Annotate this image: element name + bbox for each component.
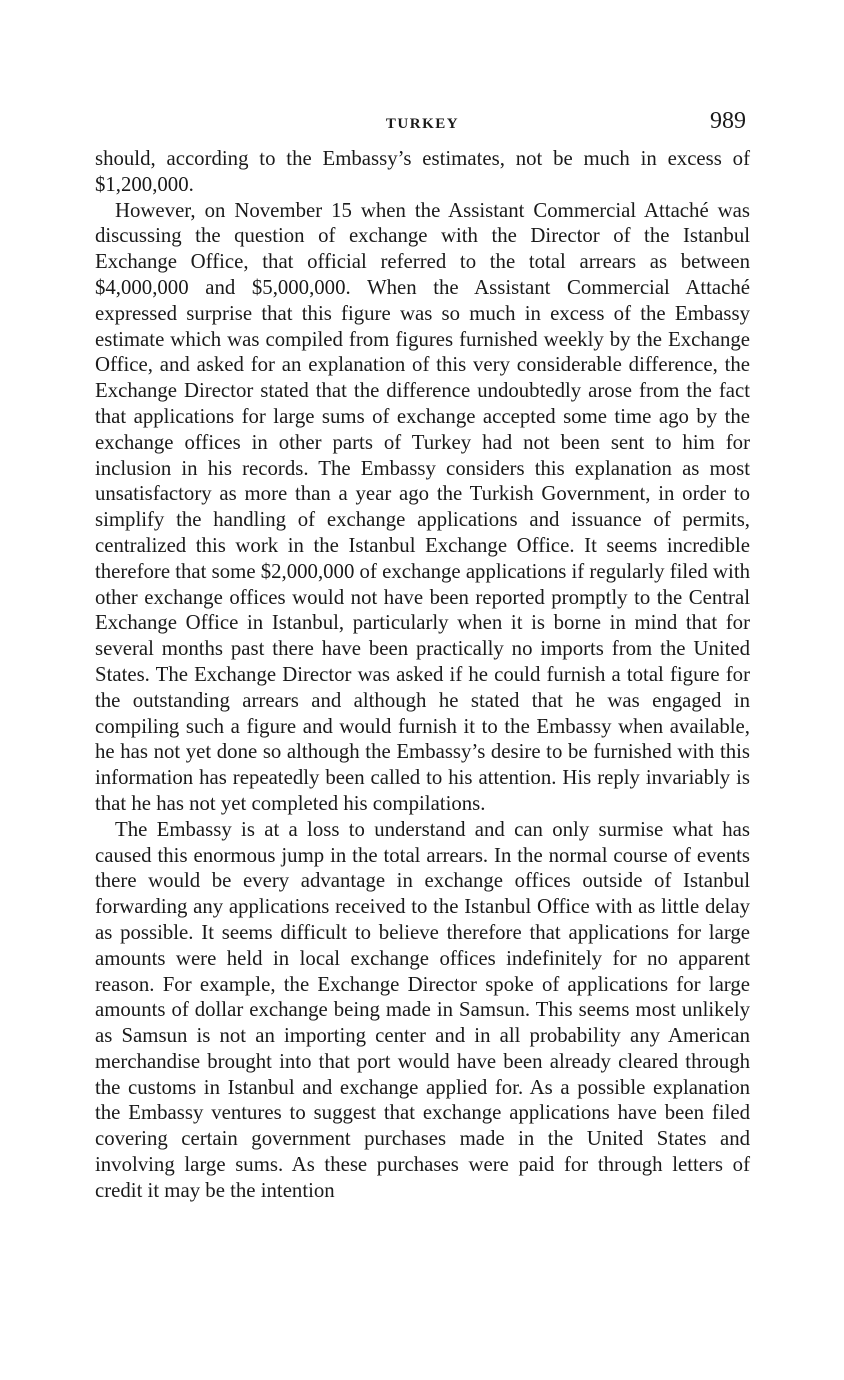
paragraph: However, on November 15 when the Assistant Commercial Attaché was discussing the question of exchange with the Director of the Istanbul Exchange Office, that official referred to the total arrears as between $4,000,000 and $5,000,000. When the Assistant Commercial Attaché expressed surprise that this figure was so much in excess of the Embassy estimate which was compiled from figures furnished weekly by the Exchange Office, and asked for an explanation of this very considerable difference, the Exchange Director stated that the difference undoubtedly arose from the fact that applications for large sums of exchange accepted some time ago by the exchange offices in other parts of Turkey had not been sent to him for inclusion in his records. The Embassy considers this explanation as most unsatisfactory as more than a year ago the Turkish Government, in order to simplify the handling of exchange applications and issuance of permits, centralized this work in the Istanbul Exchange Office. It seems incredible therefore that some $2,000,000 of exchange applications if regularly filed with other exchange offices would not have been reported promptly to the Central Exchange Office in Istanbul, particularly when it is borne in mind that for several months past there have been practically no imports from the United States. The Exchange Director was asked if he could furnish a total figure for the outstanding arrears and although he stated that he was engaged in compiling such a figure and would furnish it to the Embassy when available, he has not yet done so although the Embassy’s desire to be furnished with this information has repeatedly been called to his attention. His reply invariably is that he has not yet completed his compilations. bbox=[95, 198, 750, 815]
paragraph-continued: should, according to the Embassy’s estimates, not be much in excess of $1,200,000. bbox=[95, 147, 750, 196]
running-head bbox=[95, 108, 750, 138]
document-page bbox=[95, 108, 750, 1204]
running-title: TURKEY bbox=[385, 116, 460, 132]
body-text bbox=[95, 146, 750, 1204]
page-number: 989 bbox=[710, 108, 746, 134]
paragraph: The Embassy is at a loss to understand and can only surmise what has caused this enormous jump in the total arrears. In the normal course of events there would be every advantage in exchange offices outside of Istanbul forwarding any applications received to the Istanbul Office with as little delay as possible. It seems difficult to believe therefore that applications for large amounts were held in local exchange offices indefinitely for no apparent reason. For example, the Exchange Director spoke of applications for large amounts of dollar exchange being made in Samsun. This seems most unlikely as Samsun is not an importing center and in all probability any American merchandise brought into that port would have been already cleared through the customs in Istanbul and exchange applied for. As a possible explanation the Embassy ventures to suggest that exchange applications have been filed covering certain government purchases made in the United States and involving large sums. As these purchases were paid for through letters of credit it may be the intention bbox=[95, 817, 750, 1202]
